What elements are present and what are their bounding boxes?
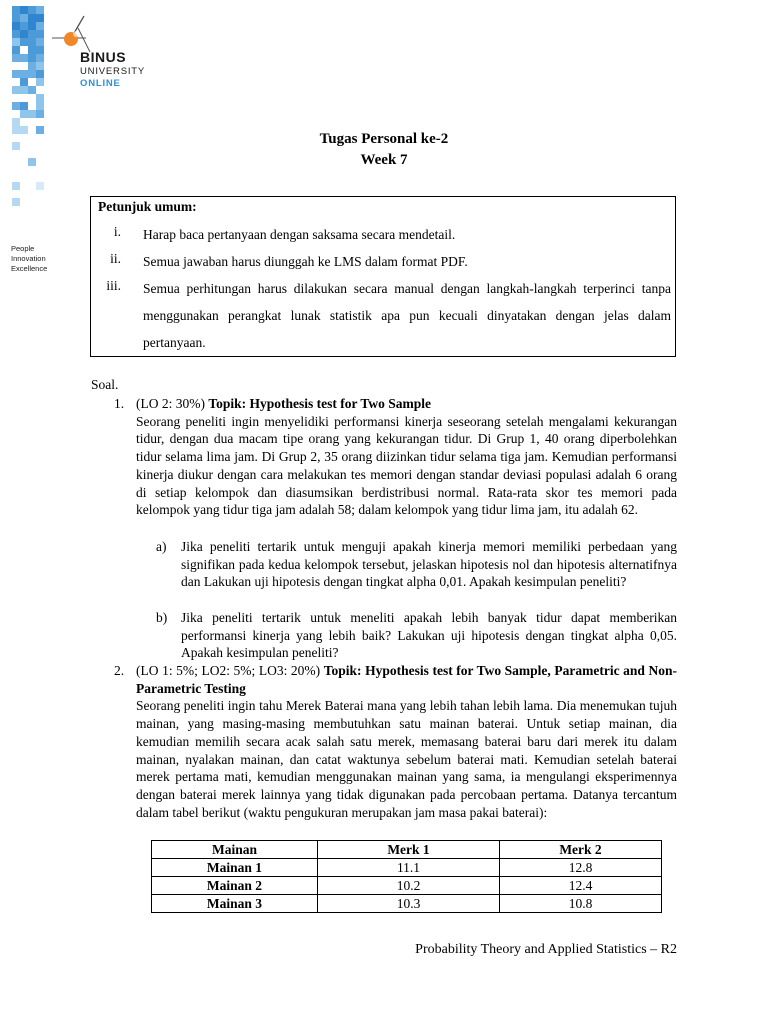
mosaic-tile (28, 22, 36, 30)
mosaic-tile (12, 46, 20, 54)
instruction-number: i. (113, 224, 121, 239)
document-subtitle: Week 7 (360, 152, 408, 168)
subquestion-b-text: Jika peneliti tertarik untuk meneliti apakah lebih banyak tidur dapat memberikan performansi kinerja yang lebih baik? Lakukan uji hipotesis dengan tingkat alpha 0,05. Apakah kesimpulan peneliti? (181, 610, 677, 661)
instruction-text: Harap baca pertanyaan dengan saksama secara mendetail. (143, 227, 456, 242)
question-2-heading (136, 662, 677, 697)
tagline-line: Innovation (11, 254, 46, 263)
mosaic-tile (12, 118, 20, 126)
mosaic-tile (12, 14, 20, 22)
table-header: Merk 1 (318, 841, 500, 859)
instruction-number: ii. (110, 251, 121, 266)
mosaic-tile (12, 198, 20, 206)
mosaic-tile (12, 102, 20, 110)
mosaic-tile (36, 70, 44, 78)
mosaic-tile (36, 30, 44, 38)
logo-text-binus: BINUS (80, 49, 127, 65)
mosaic-tile (28, 54, 36, 62)
question-topic: Topik: Hypothesis test for Two Sample (208, 396, 432, 411)
soal-label: Soal. (91, 377, 119, 392)
table-header: Mainan (152, 841, 318, 859)
mosaic-tile (20, 86, 28, 94)
mosaic-tile (12, 38, 20, 46)
table-cell: Mainan 3 (152, 895, 318, 913)
question-1-body: Seorang peneliti ingin menyelidiki performansi kinerja seseorang setelah mengalami kekurangan tidur, dengan dua macam tipe orang yang kekurangan tidur. Di Grup 1, 40 orang diperbolehkan tidur selama lima jam. Di Grup 2, 35 orang diizinkan tidur selama tiga jam. Kemudian performansi kinerja diukur dengan cara melakukan tes memori dengan standar deviasi populasi adalah 6 orang di setiap kelompok dan diasumsikan berdistribusi normal. Rata-rata skor tes memori pada kelompok yang tidur tiga jam adalah 58; dalam kelompok yang tidur lima jam, itu adalah 62. (136, 413, 677, 518)
mosaic-tile (36, 94, 44, 102)
tagline-line: Excellence (11, 264, 48, 273)
table-cell: 11.1 (318, 859, 500, 877)
mosaic-tile (36, 62, 44, 70)
table-cell: 12.4 (500, 877, 662, 895)
instruction-text: Semua perhitungan harus dilakukan secara manual dengan langkah-langkah terperinci tanpa menggunakan perangkat lunak statistik apa pun kecuali dinyatakan dengan jelas dalam pertanyaan. (143, 281, 671, 350)
mosaic-tile (20, 22, 28, 30)
table-cell: 10.8 (500, 895, 662, 913)
instructions-box (90, 196, 676, 357)
question-number: 2. (114, 663, 125, 678)
mosaic-tile (36, 182, 44, 190)
question-lo: (LO 2: 30%) (136, 396, 209, 411)
mosaic-tile (20, 30, 28, 38)
mosaic-tile (28, 14, 36, 22)
subquestion-label: b) (156, 610, 168, 625)
logo-text-university: UNIVERSITY (80, 66, 146, 77)
table-cell: Mainan 1 (152, 859, 318, 877)
instruction-number: iii. (106, 278, 121, 293)
table-cell: 10.3 (318, 895, 500, 913)
table-cell: 12.8 (500, 859, 662, 877)
table-row (152, 859, 662, 877)
mosaic-tile (28, 86, 36, 94)
mosaic-tile (28, 110, 36, 118)
page-footer: Probability Theory and Applied Statistics – R2 (415, 942, 677, 957)
mosaic-tile (36, 102, 44, 110)
question-1 (136, 395, 677, 519)
question-number: 1. (114, 396, 125, 411)
mosaic-tile (12, 22, 20, 30)
document-title: Tugas Personal ke-2 (319, 131, 449, 147)
sidebar-mosaic (12, 6, 44, 206)
mosaic-tile (12, 30, 20, 38)
mosaic-tile (28, 70, 36, 78)
mosaic-tile (12, 70, 20, 78)
mosaic-tile (36, 78, 44, 86)
mosaic-tile (28, 62, 36, 70)
instructions-heading: Petunjuk umum: (98, 199, 197, 214)
mosaic-tile (20, 38, 28, 46)
logo-text-online: ONLINE (80, 78, 121, 89)
table-cell: 10.2 (318, 877, 500, 895)
mosaic-tile (12, 182, 20, 190)
mosaic-tile (12, 6, 20, 14)
table-row (152, 895, 662, 913)
table-row (152, 877, 662, 895)
tagline-line: People (11, 244, 35, 253)
mosaic-tile (20, 14, 28, 22)
mosaic-tile (36, 22, 44, 30)
mosaic-tile (20, 54, 28, 62)
mosaic-tile (28, 46, 36, 54)
table-cell: Mainan 2 (152, 877, 318, 895)
mosaic-tile (20, 70, 28, 78)
mosaic-tile (28, 30, 36, 38)
question-2-body: Seorang peneliti ingin tahu Merek Baterai mana yang lebih tahan lebih lama. Dia menemukan tujuh mainan, yang masing-masing membutuhkan satu mainan baterai. Untuk setiap mainan, dia kemudian memilih secara acak salah satu merek, memasang baterai baru dari merek itu dalam mainan, nyalakan mainan, dan catat waktunya sebelum baterai mati. Kemudian setelah baterai merek pertama mati, kemudian menggunakan mainan yang sama, ia mengulangi eksperimennya dengan baterai merek lainnya yang tidak digunakan pada percobaan pertama. Datanya tercantum dalam tabel berikut (waktu pengukuran merupakan jam masa pakai baterai): (136, 698, 677, 820)
mosaic-tile (28, 6, 36, 14)
mosaic-tile (36, 38, 44, 46)
question-1-heading (136, 395, 677, 413)
instruction-text: Semua jawaban harus diunggah ke LMS dalam format PDF. (143, 254, 468, 269)
mosaic-tile (20, 6, 28, 14)
tagline (11, 244, 47, 274)
mosaic-tile (20, 78, 28, 86)
mosaic-tile (28, 38, 36, 46)
question-lo: (LO 1: 5%; LO2: 5%; LO3: 20%) (136, 663, 324, 678)
subquestion-a-text: Jika peneliti tertarik untuk menguji apakah kinerja memori memiliki perbedaan yang signifikan pada kedua kelompok tersebut, jelaskan hipotesis nol dan hipotesis alternatifnya dan Lakukan uji hipotesis dengan tingkat alpha 0,01. Apakah kesimpulan peneliti? (181, 539, 677, 590)
mosaic-tile (36, 54, 44, 62)
mosaic-tile (20, 110, 28, 118)
mosaic-tile (36, 110, 44, 118)
table-header: Merk 2 (500, 841, 662, 859)
question-topic: Topik: Hypothesis test for Two Sample, Parametric and Non-Parametric Testing (136, 663, 678, 696)
subquestion-label: a) (156, 539, 167, 554)
mosaic-tile (36, 14, 44, 22)
mosaic-tile (12, 54, 20, 62)
mosaic-tile (36, 46, 44, 54)
mosaic-tile (20, 102, 28, 110)
table-header-row (152, 841, 662, 859)
mosaic-tile (12, 86, 20, 94)
question-2 (136, 662, 677, 821)
battery-table (151, 840, 662, 913)
mosaic-tile (36, 6, 44, 14)
